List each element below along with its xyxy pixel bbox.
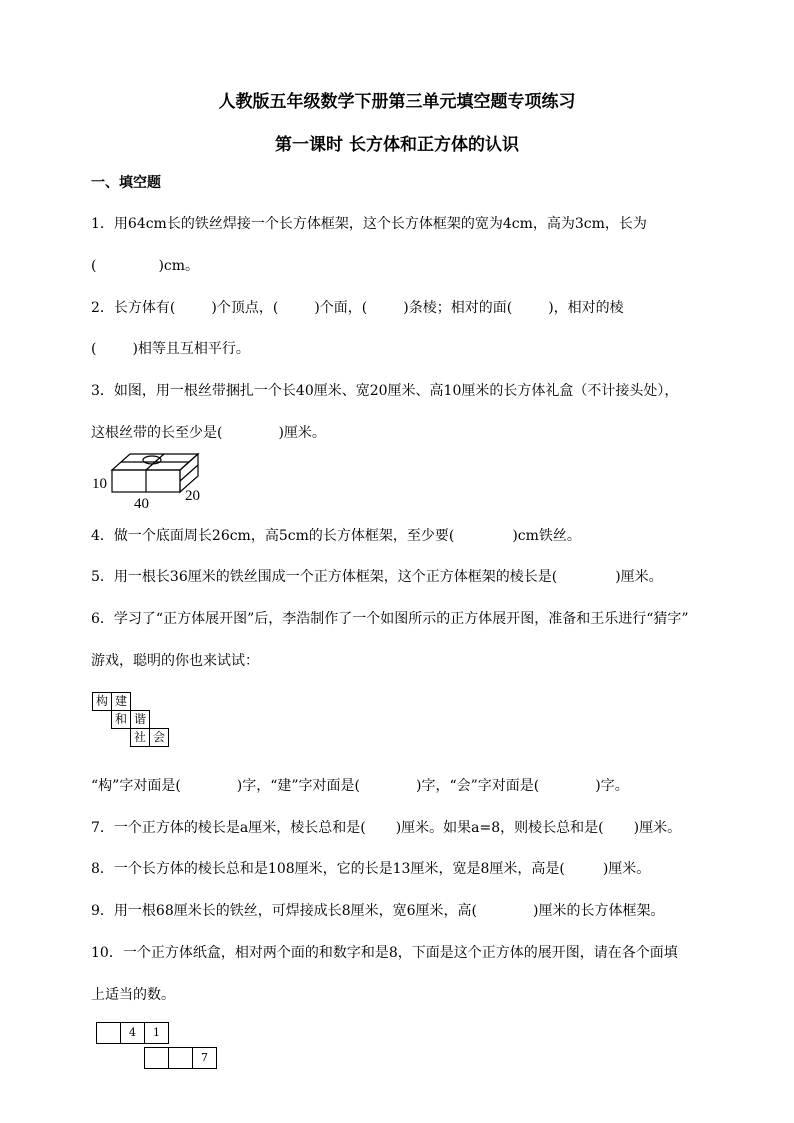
net-face-7: 7	[192, 1047, 217, 1069]
question-3-line-2: 这根丝带的长至少是( )厘米。	[91, 425, 326, 441]
net-face-gou: 构	[92, 692, 112, 711]
question-6-line-3: “构”字对面是( )字，“建”字对面是( )字，“会”字对面是( )字。	[91, 778, 629, 794]
gift-box-figure	[88, 448, 218, 512]
question-10-line-2: 上适当的数。	[91, 987, 175, 1003]
question-4: 4．做一个底面周长26cm，高5cm的长方体框架，至少要( )cm铁丝。	[91, 528, 581, 544]
net-face-hui: 会	[149, 728, 169, 747]
question-9: 9．用一根68厘米长的铁丝，可焊接成长8厘米，宽6厘米，高( )厘米的长方体框架。	[91, 903, 665, 919]
question-8: 8．一个长方体的棱长总和是108厘米，它的长是13厘米，宽是8厘米，高是( )厘米。	[91, 861, 651, 877]
question-7: 7．一个正方体的棱长是a厘米，棱长总和是( )厘米。如果a=8，则棱长总和是( )厘米。	[91, 820, 682, 836]
question-6-line-2: 游戏，聪明的你也来试试：	[91, 653, 259, 669]
question-2-line-1: 2．长方体有( )个顶点，( )个面，( )条棱；相对的面( )，相对的棱	[91, 300, 624, 316]
page-title: 人教版五年级数学下册第三单元填空题专项练习	[218, 92, 576, 112]
net-face-he: 和	[111, 710, 131, 729]
question-1-line-2: ( )cm。	[91, 258, 200, 274]
net-face-1: 1	[144, 1022, 169, 1044]
question-5: 5．用一根长36厘米的铁丝围成一个正方体框架，这个正方体框架的棱长是( )厘米。	[91, 569, 663, 585]
question-2-line-2: ( )相等且互相平行。	[91, 341, 250, 357]
net-face-xie: 谐	[130, 710, 150, 729]
net-face-blank-2[interactable]	[144, 1047, 169, 1069]
question-1-line-1: 1．用64cm长的铁丝焊接一个长方体框架，这个长方体框架的宽为4cm，高为3cm，长为	[91, 216, 647, 232]
ribbon-bow	[143, 456, 161, 464]
net-face-blank-1[interactable]	[96, 1022, 121, 1044]
lesson-subtitle: 第一课时 长方体和正方体的认识	[275, 135, 519, 155]
box-width-label: 20	[185, 488, 200, 504]
question-3-line-1: 3．如图，用一根丝带捆扎一个长40厘米、宽20厘米、高10厘米的长方体礼盒（不计接头处），	[91, 383, 679, 399]
question-10-line-1: 10．一个正方体纸盒，相对两个面的和数字和是8，下面是这个正方体的展开图，请在各个面填	[91, 945, 678, 961]
box-length-label: 40	[134, 496, 149, 512]
box-height-label: 10	[92, 476, 107, 492]
net-face-4: 4	[120, 1022, 145, 1044]
net-face-she: 社	[130, 728, 150, 747]
question-6-line-1: 6．学习了“正方体展开图”后，李浩制作了一个如图所示的正方体展开图，准备和王乐进行“猜字”	[91, 611, 689, 627]
section-heading: 一、填空题	[91, 175, 161, 191]
net-face-blank-3[interactable]	[168, 1047, 193, 1069]
net-face-jian: 建	[111, 692, 131, 711]
